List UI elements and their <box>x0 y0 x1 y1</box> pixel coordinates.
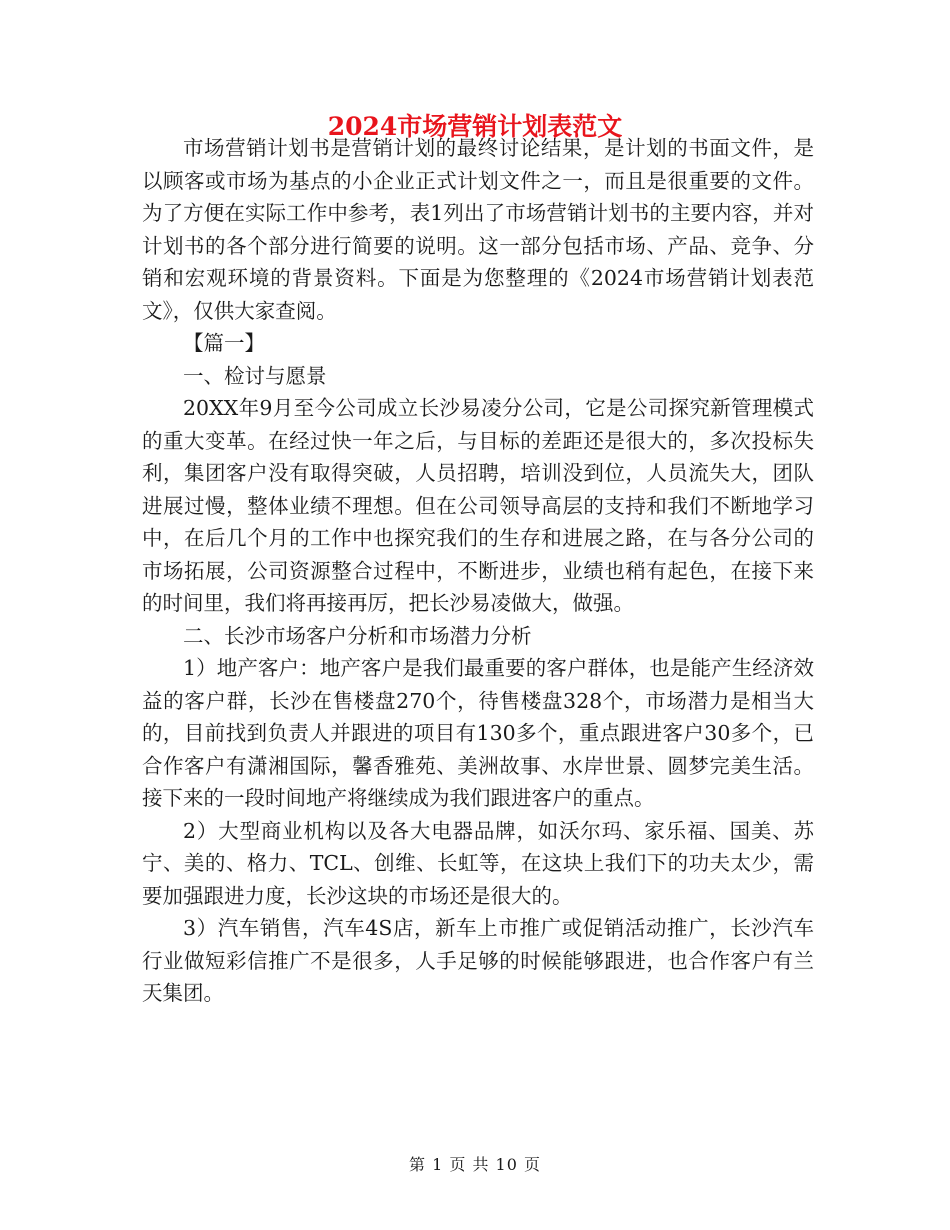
paragraph-part-heading: 【篇一】 <box>183 331 265 355</box>
section-heading-review: 一、检讨与愿景 <box>183 363 327 388</box>
paragraph-real-estate: 1）地产客户：地产客户是我们最重要的客户群体，也是能产生经济效益的客户群，长沙在售楼盘270个，待售楼盘328个，市场潜力是相当大的，目前找到负责人并跟进的项目有130多个，重点跟进客户30多个，已合作客户有潇湘国际，馨香雅苑、美洲故事、水岸世景、圆梦完美生活。接下来的一段时间地产将继续成为我们跟进客户的重点。 <box>142 656 814 810</box>
paragraph-intro: 市场营销计划书是营销计划的最终讨论结果，是计划的书面文件，是以顾客或市场为基点的小企业正式计划文件之一，而且是很重要的文件。为了方便在实际工作中参考，表1列出了市场营销计划书的主要内容，并对计划书的各个部分进行简要的说明。这一部分包括市场、产品、竞争、分销和宏观环境的背景资料。下面是为您整理的《2024市场营销计划表范文》，仅供大家查阅。 <box>142 136 814 323</box>
paragraph-automotive: 3）汽车销售，汽车4S店，新车上市推广或促销活动推广，长沙汽车行业做短彩信推广不是很多，人手足够的时候能够跟进，也合作客户有兰天集团。 <box>142 916 814 1005</box>
document-title: 2024市场营销计划表范文 <box>327 112 623 141</box>
document-body <box>142 132 814 1010</box>
paragraph-review: 20XX年9月至今公司成立长沙易凌分公司，它是公司探究新管理模式的重大变革。在经过快一年之后，与目标的差距还是很大的，多次投标失利，集团客户没有取得突破，人员招聘，培训没到位，人员流失大，团队进展过慢，整体业绩不理想。但在公司领导高层的支持和我们不断地学习中，在后几个月的工作中也探究我们的生存和进展之路，在与各分公司的市场拓展，公司资源整合过程中，不断进步，业绩也稍有起色，在接下来的时间里，我们将再接再厉，把长沙易凌做大，做强。 <box>142 396 814 615</box>
page-footer: 第 1 页 共 10 页 <box>409 1155 541 1174</box>
section-heading-market-analysis: 二、长沙市场客户分析和市场潜力分析 <box>183 623 532 648</box>
paragraph-commercial: 2）大型商业机构以及各大电器品牌，如沃尔玛、家乐福、国美、苏宁、美的、格力、TCL、创维、长虹等，在这块上我们下的功夫太少，需要加强跟进力度，长沙这块的市场还是很大的。 <box>142 818 814 908</box>
